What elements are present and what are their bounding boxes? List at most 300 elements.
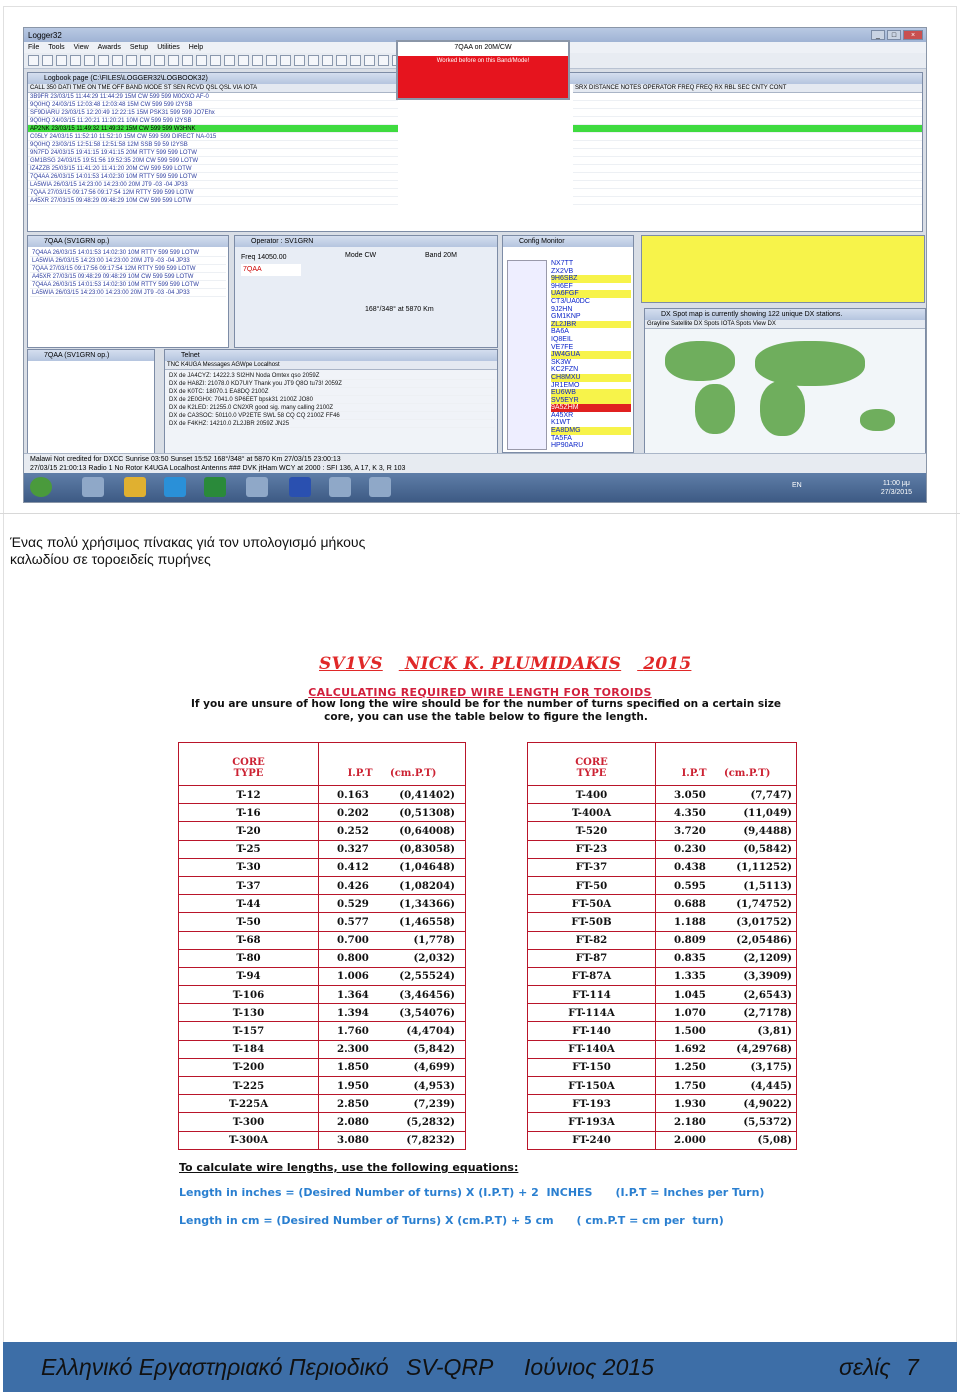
ipt-value: 2.180 — [674, 1115, 706, 1128]
table-row — [179, 1004, 466, 1022]
figure-caption — [10, 534, 365, 568]
table-row — [528, 804, 797, 822]
core-type: T-225 — [179, 1077, 319, 1095]
cmpt-value: (2,6543) — [743, 988, 792, 1001]
header-ipt: I.P.T (cm.P.T) — [319, 743, 466, 786]
ipt-value: 1.692 — [674, 1043, 706, 1056]
toolbar-button[interactable] — [378, 55, 389, 66]
history-row[interactable]: 7QAA 27/03/15 09:17:56 09:17:54 12M RTTY 599 599 LOTW — [30, 265, 226, 273]
cmpt-value: (3,54076) — [399, 1006, 455, 1019]
cmpt-value: (0,41402) — [399, 788, 455, 801]
core-type: T-400A — [528, 804, 656, 822]
taskbar-clock[interactable] — [881, 479, 912, 497]
table-row — [179, 822, 466, 840]
table-row — [528, 1077, 797, 1095]
telnet-title: Telnet — [165, 350, 497, 361]
core-type: T-44 — [179, 895, 319, 913]
telnet-line: DX de F4KHZ: 14210.0 ZL2JBR 2059Z JN25 — [167, 420, 495, 428]
logbook-row-right[interactable] — [573, 133, 922, 141]
monitor-spot[interactable]: UA6FGF — [551, 290, 631, 298]
core-type: T-184 — [179, 1040, 319, 1058]
cmpt-value: (1,778) — [413, 934, 455, 947]
table-row — [528, 1004, 797, 1022]
cmpt-value: (9,4488) — [743, 824, 792, 837]
toolbar-button[interactable] — [280, 55, 291, 66]
minimize-button[interactable]: _ — [871, 30, 885, 40]
table-row — [179, 967, 466, 985]
toolbar-button[interactable] — [112, 55, 123, 66]
cmpt-value: (4,699) — [413, 1061, 455, 1074]
core-type: T-12 — [179, 786, 319, 804]
table-row — [528, 1113, 797, 1131]
core-values — [319, 1113, 466, 1131]
document-intro: If you are unsure of how long the wire should be for the number of turns specified on a certain size core, you can use the table below to figure the length. — [191, 698, 781, 723]
table-row — [179, 1077, 466, 1095]
equation-inches: Length in inches = (Desired Number of turns) X (I.P.T) + 2 INCHES (I.P.T = Inches per Turn) — [179, 1186, 765, 1199]
cmpt-value: (1,5113) — [743, 879, 792, 892]
core-type: T-300 — [179, 1113, 319, 1131]
operator-mode: Mode CW — [345, 252, 377, 259]
cmpt-value: (1,74752) — [736, 897, 792, 910]
monitor-spot[interactable]: HP90ARU — [551, 442, 584, 450]
status-line-2: 27/03/15 21:00:13 Radio 1 No Rotor K4UGA Localhost Antenns ### DVK jtHam WCY at 2000 : SFI 136, A 17, K 3, R 103 — [30, 465, 406, 472]
core-type: T-157 — [179, 1022, 319, 1040]
logbook-row-right[interactable] — [573, 149, 922, 157]
operator-pane — [234, 235, 498, 348]
toolbar-button[interactable] — [154, 55, 165, 66]
history-row[interactable]: 7Q4AA 26/03/15 14:01:53 14:02:30 10M RTTY 599 599 LOTW — [30, 249, 226, 257]
logbook-row[interactable]: 3B9FR 23/03/15 11:44:29 11:44:29 15M CW 599 599 M0OXO AF-0 — [28, 93, 398, 101]
maximize-button[interactable]: □ — [887, 30, 901, 40]
core-values — [656, 986, 797, 1004]
toolbar-button[interactable] — [364, 55, 375, 66]
ipt-value: 0.202 — [337, 806, 369, 819]
core-values — [656, 1113, 797, 1131]
core-values — [319, 949, 466, 967]
table-row — [179, 804, 466, 822]
core-type: T-25 — [179, 840, 319, 858]
logbook-row[interactable]: AP2NK 23/03/15 11:49:32 11:49:32 15M CW 599 599 W3HNK — [28, 125, 398, 133]
map-continent-eurasia — [755, 341, 865, 386]
core-type: T-225A — [179, 1095, 319, 1113]
core-values — [319, 786, 466, 804]
cmpt-value: (2,1209) — [743, 952, 792, 965]
monitor-spot[interactable]: A45XR — [551, 411, 574, 419]
core-type: FT-50 — [528, 876, 656, 894]
clock-date: 27/3/2015 — [880, 489, 912, 496]
core-values — [656, 822, 797, 840]
logbook-row-right[interactable] — [573, 157, 922, 165]
core-values — [319, 967, 466, 985]
ipt-value: 0.595 — [674, 879, 706, 892]
monitor-spot[interactable]: IQ8EIL — [551, 335, 573, 343]
ipt-value: 1.850 — [337, 1061, 369, 1074]
core-type: FT-193 — [528, 1095, 656, 1113]
core-values — [656, 1095, 797, 1113]
core-type: T-20 — [179, 822, 319, 840]
cmpt-value: (4,4704) — [406, 1025, 455, 1038]
telnet-line: DX de K2LED: 21255.0 CN2XR good sig. many calling 2100Z — [167, 404, 495, 412]
toolbar-button[interactable] — [252, 55, 263, 66]
core-values — [319, 876, 466, 894]
logbook-row-right[interactable] — [573, 117, 922, 125]
core-type: T-520 — [528, 822, 656, 840]
cmpt-value: (5,842) — [413, 1043, 455, 1056]
logbook-row[interactable]: GM1BSG 24/03/15 19:51:56 19:52:35 20M CW 599 599 LOTW — [28, 157, 398, 165]
ipt-value: 0.252 — [337, 824, 369, 837]
dx-spots-list — [642, 236, 924, 302]
core-type: FT-114A — [528, 1004, 656, 1022]
core-type: FT-150 — [528, 1058, 656, 1076]
monitor-spot[interactable]: TA5FA — [551, 434, 572, 442]
menu-item-utilities[interactable]: Utilities — [157, 44, 180, 51]
toolbar-button[interactable] — [42, 55, 53, 66]
core-values — [656, 1131, 797, 1149]
cmpt-value: (2,55524) — [399, 970, 455, 983]
toolbar-button[interactable] — [224, 55, 235, 66]
logger-icon[interactable] — [246, 477, 268, 497]
ipt-value: 2.080 — [337, 1115, 369, 1128]
ipt-value: 1.364 — [337, 988, 369, 1001]
ipt-value: 0.230 — [674, 843, 706, 856]
table-row — [528, 1058, 797, 1076]
toolbar-button[interactable] — [322, 55, 333, 66]
caption-line-2: καλωδίου σε τοροειδείς πυρήνες — [10, 551, 211, 567]
ipt-value: 1.006 — [337, 970, 369, 983]
frequency-scale — [507, 260, 547, 450]
table-row — [528, 967, 797, 985]
right-core-table — [527, 742, 797, 1150]
menu-item-help[interactable]: Help — [188, 44, 204, 51]
menu-item-tools[interactable]: Tools — [48, 44, 65, 51]
toolbar-button[interactable] — [140, 55, 151, 66]
ipt-value: 0.688 — [674, 897, 706, 910]
core-type: T-16 — [179, 804, 319, 822]
core-values — [656, 1040, 797, 1058]
monitor-spot[interactable]: VE7FE — [551, 343, 574, 351]
logbook-row-right[interactable] — [573, 197, 922, 205]
equation-cm: Length in cm = (Desired Number of Turns) X (cm.P.T) + 5 cm ( cm.P.T = cm per turn) — [179, 1214, 724, 1227]
operator-title: Operator : SV1GRN — [235, 236, 497, 247]
excel-icon[interactable] — [204, 477, 226, 497]
toolbar-button[interactable] — [294, 55, 305, 66]
table-row — [528, 822, 797, 840]
logbook-row[interactable]: LA5WIA 26/03/15 14:23:00 14:23:00 20M JT9 -03 -04 JP33 — [28, 181, 398, 189]
core-values — [319, 931, 466, 949]
ipt-value: 1.070 — [674, 1006, 706, 1019]
band-monitor-pane — [502, 235, 634, 453]
logbook-row[interactable]: 9N7FD 24/03/15 19:41:15 19:41:15 20M RTTY 599 599 LOTW — [28, 149, 398, 157]
table-row — [179, 895, 466, 913]
table-row — [179, 1131, 466, 1149]
windows-taskbar — [24, 473, 926, 502]
monitor-spot[interactable]: SV5EYR — [551, 397, 631, 405]
cmpt-value: (0,5842) — [743, 843, 792, 856]
gimp-icon[interactable] — [329, 477, 351, 497]
toolbar-button[interactable] — [350, 55, 361, 66]
monitor-spot[interactable]: GM1KNP — [551, 313, 581, 321]
spot-map-tabs[interactable]: Grayline Satellite DX Spots IOTA Spots View DX — [645, 320, 925, 329]
table-row — [179, 786, 466, 804]
ipt-value: 4.350 — [674, 806, 706, 819]
document-subtitle: CALCULATING REQUIRED WIRE LENGTH FOR TOROIDS — [308, 686, 652, 699]
table-row — [528, 1095, 797, 1113]
logbook-row-right[interactable] — [573, 181, 922, 189]
table-row — [528, 913, 797, 931]
core-values — [319, 1004, 466, 1022]
core-values — [319, 804, 466, 822]
cmpt-value: (1,34366) — [399, 897, 455, 910]
ipt-value: 0.577 — [337, 915, 369, 928]
ipt-value: 0.835 — [674, 952, 706, 965]
ipt-value: 1.950 — [337, 1079, 369, 1092]
toolbar-button[interactable] — [266, 55, 277, 66]
toolbar-button[interactable] — [28, 55, 39, 66]
logbook-row-right[interactable] — [573, 101, 922, 109]
logbook-right-header: SRX DISTANCE NOTES OPERATOR FREQ FREQ RX RBL SEC CNTY CONT — [573, 84, 922, 93]
telnet-tabs[interactable]: TNC K4UGA Messages AGWpe Localhost — [165, 361, 497, 370]
ipt-value: 1.500 — [674, 1025, 706, 1038]
ipt-value: 1.188 — [674, 915, 706, 928]
core-values — [656, 876, 797, 894]
ipt-value: 2.300 — [337, 1043, 369, 1056]
cmpt-value: (5,2832) — [406, 1115, 455, 1128]
explorer-icon[interactable] — [82, 477, 104, 497]
logbook-row-right[interactable] — [573, 109, 922, 117]
operator-call-input[interactable]: 7QAA — [241, 264, 301, 276]
table-row — [179, 858, 466, 876]
logbook-row-right[interactable] — [573, 173, 922, 181]
history-row[interactable]: LA5WIA 26/03/15 14:23:00 14:23:00 20M JT9 -03 -04 JP33 — [30, 289, 226, 297]
monitor-spot[interactable]: EU6WB — [551, 389, 631, 397]
core-values — [656, 840, 797, 858]
ipt-value: 0.327 — [337, 843, 369, 856]
table-row — [528, 1131, 797, 1149]
toolbar-button[interactable] — [196, 55, 207, 66]
core-values — [319, 1040, 466, 1058]
core-type: T-200 — [179, 1058, 319, 1076]
logbook-row-right[interactable] — [573, 93, 922, 101]
menu-item-view[interactable]: View — [73, 44, 89, 51]
core-type: FT-240 — [528, 1131, 656, 1149]
ipt-value: 1.335 — [674, 970, 706, 983]
toolbar-button[interactable] — [126, 55, 137, 66]
word-icon[interactable] — [289, 477, 311, 497]
skype-icon[interactable] — [164, 477, 186, 497]
logbook-row[interactable]: A45XR 27/03/15 09:48:29 09:48:29 10M CW 599 599 LOTW — [28, 197, 398, 205]
toolbar-button[interactable] — [308, 55, 319, 66]
ipt-value: 1.750 — [674, 1079, 706, 1092]
monitor-spot[interactable]: ZL2JBR — [551, 321, 631, 329]
core-values — [319, 1022, 466, 1040]
page-footer — [3, 1342, 957, 1392]
equations-header: To calculate wire lengths, use the following equations: — [179, 1161, 519, 1174]
operator-band: Band 20M — [425, 252, 457, 259]
ipt-value: 1.045 — [674, 988, 706, 1001]
toolbar-button[interactable] — [56, 55, 67, 66]
cmpt-value: (11,049) — [743, 806, 792, 819]
toolbar-button[interactable] — [210, 55, 221, 66]
cmpt-value: (1,11252) — [736, 861, 792, 874]
logbook-row[interactable]: 9Q0HQ 23/03/15 12:51:58 12:51:58 12M SSB 59 59 I2YSB — [28, 141, 398, 149]
logbook-row-right[interactable] — [573, 125, 922, 133]
cmpt-value: (4,445) — [750, 1079, 792, 1092]
logbook-row[interactable]: 9Q0HQ 24/03/15 11:20:21 11:20:21 10M CW 599 599 I2YSB — [28, 117, 398, 125]
core-type: FT-87A — [528, 967, 656, 985]
telnet-pane — [164, 349, 498, 455]
core-type: FT-114 — [528, 986, 656, 1004]
map-continent-america — [665, 341, 735, 381]
cmpt-value: (3,46456) — [399, 988, 455, 1001]
telnet-line: DX de CA3SOC: 50110.0 VP2ETE SWL 58 CQ CQ 2100Z FF46 — [167, 412, 495, 420]
toolbar-button[interactable] — [238, 55, 249, 66]
core-type: FT-82 — [528, 931, 656, 949]
core-type: T-50 — [179, 913, 319, 931]
core-type: T-30 — [179, 858, 319, 876]
cmpt-value: (4,9022) — [743, 1097, 792, 1110]
history-row[interactable]: 7Q4AA 26/03/15 14:01:53 14:02:30 10M RTTY 599 599 LOTW — [30, 281, 226, 289]
logbook-row[interactable]: 9Q0HQ 24/03/15 12:03:48 12:03:48 15M CW 599 599 I2YSB — [28, 101, 398, 109]
core-values — [319, 1095, 466, 1113]
alert-title: 7QAA on 20M/CW — [454, 44, 512, 51]
toolbar-button[interactable] — [336, 55, 347, 66]
toolbar-button[interactable] — [84, 55, 95, 66]
menu-item-setup[interactable]: Setup — [129, 44, 149, 51]
toolbar-button[interactable] — [168, 55, 179, 66]
logbook-row-right[interactable] — [573, 141, 922, 149]
core-values — [656, 931, 797, 949]
band-mode-title: 7QAA (SV1GRN op.) — [28, 350, 154, 361]
ipt-value: 1.394 — [337, 1006, 369, 1019]
logbook-row[interactable]: IZ4ZZB 25/03/15 11:41:20 11:41:20 20M CW 599 599 LOTW — [28, 165, 398, 173]
ipt-value: 0.438 — [674, 861, 706, 874]
monitor-spot[interactable]: JW4GUA — [551, 351, 631, 359]
operator-bearing: 168°/348° at 5870 Km — [365, 306, 434, 313]
monitor-tabs[interactable]: Config Monitor — [503, 236, 633, 247]
ipt-value: 0.809 — [674, 934, 706, 947]
ipt-value: 1.250 — [674, 1061, 706, 1074]
core-type: T-37 — [179, 876, 319, 894]
clock-time: 11:00 μμ — [882, 480, 910, 487]
logbook-row-right[interactable] — [573, 165, 922, 173]
monitor-spot[interactable]: 9H6SBZ — [551, 275, 631, 283]
logger32-screenshot — [23, 27, 927, 503]
logbook-row[interactable]: 7Q4AA 26/03/15 14:01:53 14:02:30 10M RTTY 599 599 LOTW — [28, 173, 398, 181]
logbook-row[interactable]: 7QAA 27/03/15 09:17:56 09:17:54 12M RTTY 599 599 LOTW — [28, 189, 398, 197]
status-bar — [24, 453, 926, 473]
monitor-spot[interactable]: NX7TT — [551, 260, 574, 267]
close-button[interactable]: × — [903, 30, 923, 40]
chrome-icon[interactable] — [124, 477, 146, 497]
core-values — [319, 913, 466, 931]
alert-text: Worked before on this Band/Mode! — [398, 56, 568, 98]
core-values — [656, 1004, 797, 1022]
core-type: FT-140A — [528, 1040, 656, 1058]
history-row[interactable]: A45XR 27/03/15 09:48:29 09:48:29 10M CW 599 599 LOTW — [30, 273, 226, 281]
footer-callsign: SV-QRP — [406, 1354, 494, 1380]
toolbar-button[interactable] — [98, 55, 109, 66]
cmpt-value: (7,747) — [750, 788, 792, 801]
monitor-spot[interactable]: ZX2VB — [551, 267, 574, 275]
monitor-spot[interactable]: BA6A — [551, 328, 569, 336]
history-row[interactable]: LA5WIA 26/03/15 14:23:00 14:23:00 20M JT9 -03 -04 JP33 — [30, 257, 226, 265]
core-values — [656, 967, 797, 985]
ipt-value: 0.529 — [337, 897, 369, 910]
logbook-row[interactable]: C05LY 24/03/15 11:52:10 11:52:10 15M CW 599 599 DIRECT NA-015 — [28, 133, 398, 141]
cmpt-value: (7,239) — [413, 1097, 455, 1110]
toolbar-button[interactable] — [70, 55, 81, 66]
core-values — [319, 840, 466, 858]
core-values — [319, 1131, 466, 1149]
core-type: FT-150A — [528, 1077, 656, 1095]
monitor-spot[interactable]: 9J2HN — [551, 305, 573, 313]
core-type: FT-50B — [528, 913, 656, 931]
monitor-spot[interactable]: KC2FZN — [551, 366, 579, 374]
table-row — [528, 1022, 797, 1040]
monitor-spot[interactable]: SK3W — [551, 358, 571, 366]
table-row — [179, 1058, 466, 1076]
document-heading — [319, 654, 707, 674]
cmpt-value: (5,5372) — [743, 1115, 792, 1128]
ipt-value: 1.930 — [674, 1097, 706, 1110]
start-button-icon[interactable] — [30, 477, 52, 497]
operator-freq: Freq 14050.00 — [241, 254, 287, 261]
table-row — [179, 1022, 466, 1040]
toolbar-button[interactable] — [182, 55, 193, 66]
menu-item-awards[interactable]: Awards — [97, 44, 121, 51]
monitor-spot[interactable]: CH8MXU — [551, 374, 631, 382]
ipt-value: 0.412 — [337, 861, 369, 874]
ipt-value: 0.426 — [337, 879, 369, 892]
ipt-value: 3.720 — [674, 824, 706, 837]
menu-item-file[interactable]: File — [28, 44, 40, 51]
ipt-value: 0.163 — [337, 788, 369, 801]
table-row — [528, 786, 797, 804]
map-continent-africa — [760, 381, 805, 436]
monitor-spot[interactable]: 9A5ZHM — [551, 404, 631, 412]
core-type: FT-37 — [528, 858, 656, 876]
core-type: T-400 — [528, 786, 656, 804]
table-row — [528, 840, 797, 858]
logbook-title: Logbook page (C:\FILES\LOGGER32\LOGBOOK32) — [28, 73, 922, 84]
cmpt-value: (2,05486) — [736, 934, 792, 947]
core-values — [656, 895, 797, 913]
logbook-row[interactable]: SF9DIARU 23/03/15 12:20:49 12:22:15 15M PSK31 599 599 JO7Ehx — [28, 109, 398, 117]
core-type: T-68 — [179, 931, 319, 949]
separator-line — [0, 513, 960, 514]
table-row — [179, 1040, 466, 1058]
app-icon[interactable] — [369, 477, 391, 497]
dx-spot-map — [644, 308, 926, 458]
table-row — [528, 1040, 797, 1058]
cmpt-value: (5,08) — [757, 1134, 792, 1147]
monitor-spot[interactable]: K1WT — [551, 419, 571, 427]
language-indicator[interactable]: EN — [792, 482, 802, 489]
core-values — [656, 858, 797, 876]
monitor-spot[interactable]: EA8DMG — [551, 427, 631, 435]
spot-map-title: DX Spot map is currently showing 122 unique DX stations. — [645, 309, 925, 320]
monitor-spot[interactable]: JR1EMO — [551, 381, 580, 389]
logbook-row-right[interactable] — [573, 189, 922, 197]
table-row — [179, 986, 466, 1004]
monitor-spot[interactable]: 9H6EF — [551, 282, 573, 290]
cmpt-value: (4,29768) — [736, 1043, 792, 1056]
call-history-title: 7QAA (SV1GRN op.) — [28, 236, 228, 247]
cmpt-value: (0,64008) — [399, 824, 455, 837]
core-values — [656, 949, 797, 967]
monitor-spot[interactable]: CT3/UA0DC — [551, 297, 590, 305]
cmpt-value: (7,8232) — [406, 1134, 455, 1147]
